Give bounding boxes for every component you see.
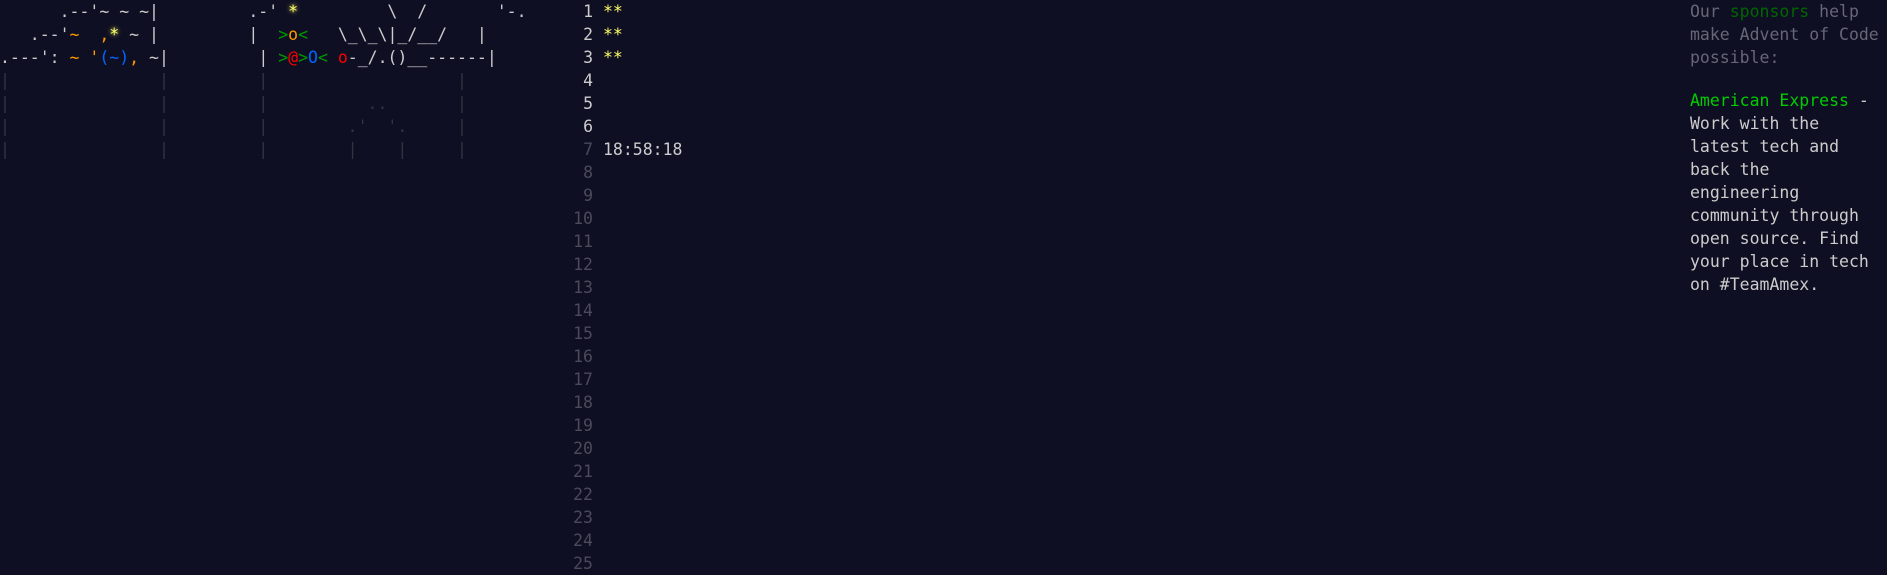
calendar-day-10 — [555, 207, 715, 230]
art-segment: ~ — [69, 25, 80, 44]
art-segment: * — [109, 25, 120, 44]
art-segment: , — [99, 25, 110, 44]
day-number: 14 — [573, 301, 593, 320]
art-segment — [79, 25, 99, 44]
sponsor-name-link[interactable]: American Express — [1690, 91, 1849, 110]
art-segment: | — [168, 48, 279, 67]
calendar-day-5[interactable] — [555, 92, 715, 115]
calendar-day-20 — [555, 437, 715, 460]
art-segment: | | | .. | — [0, 94, 467, 113]
day-number: 12 — [573, 255, 593, 274]
calendar-day-17 — [555, 368, 715, 391]
art-segment: (~) — [99, 48, 130, 67]
day-stars: ** — [603, 25, 623, 44]
art-segment: .---': — [0, 48, 70, 67]
art-segment — [328, 48, 338, 67]
art-row[interactable] — [0, 92, 556, 115]
art-segment: ~ — [69, 48, 80, 67]
day-number: 18 — [573, 393, 593, 412]
day-number: 23 — [573, 508, 593, 527]
day-number: 22 — [573, 485, 593, 504]
art-row[interactable] — [0, 0, 556, 23]
calendar-day-22 — [555, 483, 715, 506]
day-number: 6 — [583, 117, 593, 136]
art-segment: .--' — [0, 25, 70, 44]
day-number: 9 — [583, 186, 593, 205]
art-segment: , — [129, 48, 150, 67]
day-number: 15 — [573, 324, 593, 343]
day-number: 11 — [573, 232, 593, 251]
art-segment: ' — [79, 48, 100, 67]
art-segment: | — [158, 25, 279, 44]
day-number: 5 — [583, 94, 593, 113]
art-segment: | | | | | | — [0, 140, 467, 159]
sponsor-intro: Our sponsors help make Advent of Code possible: — [1690, 2, 1879, 67]
calendar-day-list — [555, 0, 715, 575]
art-segment: ~ — [149, 48, 159, 67]
calendar-day-6[interactable] — [555, 115, 715, 138]
art-segment: > — [298, 48, 309, 67]
art-row[interactable] — [0, 69, 556, 92]
art-segment: \_\_\|_/__/ | — [308, 25, 487, 44]
art-segment: | | | .' '. | — [0, 117, 467, 136]
day-number: 1 — [583, 2, 593, 21]
day-number: 24 — [573, 531, 593, 550]
day-number: 10 — [573, 209, 593, 228]
art-row[interactable] — [0, 46, 556, 69]
calendar-day-2[interactable] — [555, 23, 715, 46]
calendar-day-3[interactable] — [555, 46, 715, 69]
calendar-day-24 — [555, 529, 715, 552]
art-row[interactable] — [0, 138, 556, 161]
day-number: 8 — [583, 163, 593, 182]
day-number: 4 — [583, 71, 593, 90]
calendar-day-1[interactable] — [555, 0, 715, 23]
sponsors-link[interactable]: sponsors — [1729, 2, 1810, 21]
calendar-day-23 — [555, 506, 715, 529]
day-number: 19 — [573, 416, 593, 435]
calendar-day-9 — [555, 184, 715, 207]
day-stars: ** — [603, 48, 623, 67]
day-number: 21 — [573, 462, 593, 481]
art-row[interactable] — [0, 23, 556, 46]
art-segment: * — [288, 2, 299, 21]
sponsor-entry — [1690, 89, 1887, 296]
art-segment: > — [278, 48, 289, 67]
calendar-day-19 — [555, 414, 715, 437]
art-segment: ~ | — [119, 25, 159, 44]
calendar-day-12 — [555, 253, 715, 276]
art-segment: o — [337, 48, 348, 67]
calendar-day-14 — [555, 299, 715, 322]
calendar-day-25 — [555, 552, 715, 575]
calendar-day-8 — [555, 161, 715, 184]
calendar-day-13 — [555, 276, 715, 299]
art-segment: .--'~ ~ ~| — [0, 2, 159, 21]
art-segment: | — [158, 48, 169, 67]
art-segment: -_/.()__------| — [347, 48, 497, 67]
art-segment: .-' — [158, 2, 289, 21]
calendar-day-18 — [555, 391, 715, 414]
day-number: 13 — [573, 278, 593, 297]
day-number: 2 — [583, 25, 593, 44]
art-segment: < — [317, 48, 328, 67]
art-segment: \ / '-. — [298, 2, 527, 21]
day-number: 16 — [573, 347, 593, 366]
calendar-day-21 — [555, 460, 715, 483]
calendar-day-15 — [555, 322, 715, 345]
day-number: 7 — [583, 140, 593, 159]
calendar-day-4[interactable] — [555, 69, 715, 92]
calendar-day-11 — [555, 230, 715, 253]
day-number: 17 — [573, 370, 593, 389]
art-row[interactable] — [0, 115, 556, 138]
art-segment: O — [308, 48, 318, 67]
day-number: 25 — [573, 554, 593, 573]
unlock-countdown: 18:58:18 — [603, 140, 683, 159]
art-segment: < — [298, 25, 309, 44]
day-stars: ** — [603, 2, 623, 21]
sponsor-sidebar — [1690, 0, 1887, 296]
day-number: 20 — [573, 439, 593, 458]
calendar-day-16 — [555, 345, 715, 368]
art-segment: @ — [288, 48, 299, 67]
day-number: 3 — [583, 48, 593, 67]
calendar-ascii-art[interactable] — [0, 0, 556, 161]
art-segment: o — [288, 25, 299, 44]
sponsor-description: - Work with the latest tech and back the engineering community through open source. Find your place in tech on #TeamAmex. — [1690, 91, 1869, 294]
art-segment: | | | | — [0, 71, 467, 90]
art-segment: > — [278, 25, 289, 44]
calendar-day-7 — [555, 138, 715, 161]
